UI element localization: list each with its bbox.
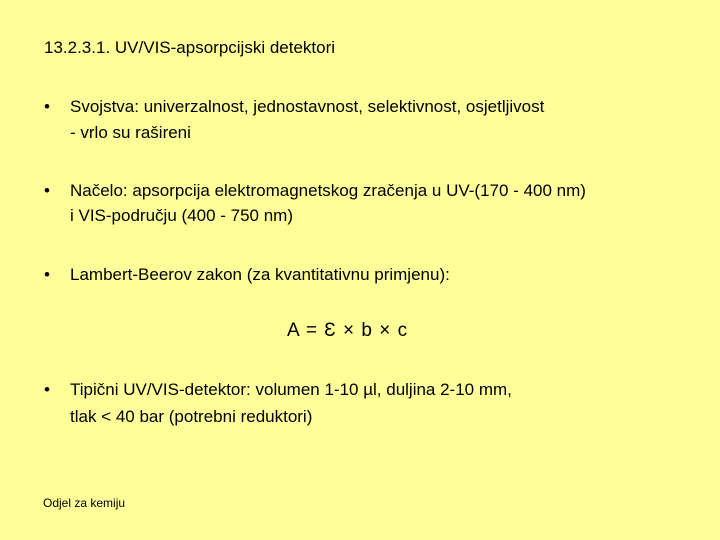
bullet-text: Lambert-Beerov zakon (za kvantitativnu primjenu): xyxy=(70,265,450,284)
lambert-beer-formula: A = Ɛ × b × c xyxy=(287,320,409,341)
bullet-subtext: tlak < 40 bar (potrebni reduktori) xyxy=(70,407,313,426)
bullet-subtext: - vrlo su rašireni xyxy=(70,123,191,142)
bullet-text: Načelo: apsorpcija elektromagnetskog zračenja u UV-(170 - 400 nm) xyxy=(70,181,586,200)
bullet-icon: • xyxy=(44,97,50,116)
footer-department: Odjel za kemiju xyxy=(43,496,126,510)
bullet-icon: • xyxy=(44,265,50,284)
bullet-icon: • xyxy=(44,181,50,200)
slide-title: 13.2.3.1. UV/VIS-apsorpcijski detektori xyxy=(44,38,336,57)
bullet-subtext: i VIS-području (400 - 750 nm) xyxy=(70,206,293,225)
bullet-text: Svojstva: univerzalnost, jednostavnost, selektivnost, osjetljivost xyxy=(70,97,545,116)
bullet-text: Tipični UV/VIS-detektor: volumen 1-10 µl, duljina 2-10 mm, xyxy=(70,380,512,399)
bullet-icon: • xyxy=(44,380,50,399)
